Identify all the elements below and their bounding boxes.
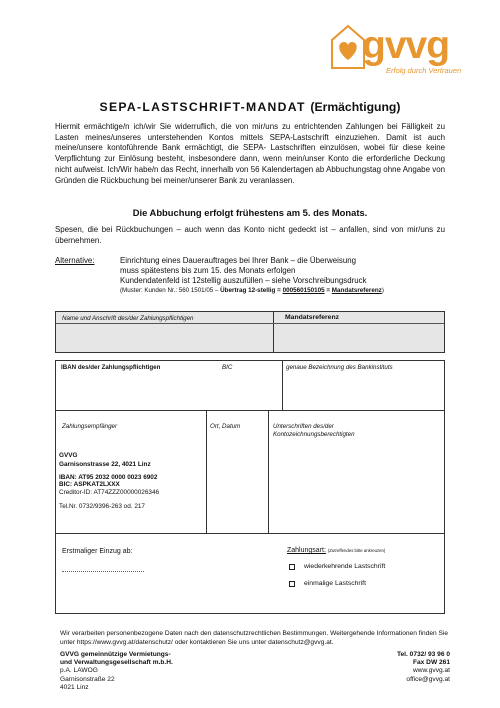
company-address xyxy=(60,651,173,692)
document-title-main: SEPA-LASTSCHRIFT-MANDAT xyxy=(99,100,306,114)
payee-phone: Tel.Nr. 0732/9396-263 od. 217 xyxy=(59,502,145,510)
document-title xyxy=(0,100,500,114)
payee-bic: BIC: ASPKAT2LXXX xyxy=(59,481,120,489)
alternative-line-1: Einrichtung eines Dauerauftrages bei Ihrer Bank – die Überweisung xyxy=(120,256,356,265)
bic-input[interactable] xyxy=(216,371,282,409)
logo-wordmark: gvvg xyxy=(362,24,450,67)
payment-type-hint: (Zutreffendes bitte ankreuzen) xyxy=(327,548,386,553)
company-line-2: und Verwaltungsgesellschaft m.b.H. xyxy=(60,659,173,667)
first-collection-input[interactable] xyxy=(62,563,144,572)
payee-street: Garnisonstrasse 22, 4021 Linz xyxy=(59,460,151,468)
row1-bottom-line xyxy=(56,410,444,411)
iban-label-text: IBAN des/der Zahlungspflichtigen xyxy=(61,364,161,371)
example-number: 000560150105 xyxy=(282,287,325,294)
first-collection-label: Erstmaliger Einzug ab: xyxy=(62,548,133,555)
bank-name-input[interactable] xyxy=(283,371,443,409)
signature-label xyxy=(273,423,355,438)
option-recurring[interactable] xyxy=(289,563,385,570)
fees-paragraph: Spesen, die bei Rückbuchungen – auch wenn das Konto nicht gedeckt ist – anfallen, sind von mir/uns zu übernehmen. xyxy=(55,225,445,245)
recurring-label: wiederkehrende Lastschrift xyxy=(304,563,386,570)
logo-tagline: Erfolg durch Vertrauen xyxy=(386,66,462,75)
document-title-sub: (Ermächtigung) xyxy=(310,100,401,114)
company-line-5: 4021 Linz xyxy=(60,683,89,691)
payee-name: GVVG xyxy=(59,452,78,459)
bank-name-label: genaue Bezeichnung des Bankinstituts xyxy=(286,364,393,371)
alternative-label: Alternative: xyxy=(55,256,95,265)
signature-label-line-2: Kontozeichnungsberechtigten xyxy=(273,430,355,438)
signature-label-line-1: Unterschriften des/der xyxy=(273,423,334,430)
payment-type-label xyxy=(287,547,385,554)
debit-date-heading: Die Abbuchung erfolgt frühestens am 5. des Monats. xyxy=(132,207,368,218)
option-single[interactable] xyxy=(289,580,366,587)
company-line-1: GVVG gemeinnützige Vermietungs- xyxy=(60,651,171,658)
payer-divider xyxy=(273,312,274,352)
mandate-reference-label: Mandatsreferenz xyxy=(285,314,340,321)
payer-header-line xyxy=(56,323,444,324)
alternative-line-3: Kundendatenfeld ist 12stellig auszufüllen – siehe Vorschreibungsdruck xyxy=(120,276,367,285)
alternative-text xyxy=(120,256,450,296)
payee-label: Zahlungsempfänger xyxy=(62,423,118,430)
example-prefix: (Muster: Kunden Nr.: 560 1501/05 – xyxy=(120,287,221,294)
company-email[interactable]: office@gvvg.at xyxy=(406,675,450,683)
iban-label xyxy=(61,364,160,371)
example-suffix: ) xyxy=(381,287,384,294)
company-fax: Fax DW 261 xyxy=(412,659,450,667)
single-checkbox[interactable] xyxy=(289,581,295,587)
creditor-id: Creditor-ID: AT74ZZZ00000026346 xyxy=(59,488,160,496)
company-line-3: p.A. LAWOG xyxy=(60,667,98,675)
intro-paragraph: Hiermit ermächtige/n ich/wir Sie widerruflich, die von mir/uns zu entrichtenden Zahlungen bei Fälligkeit zu Lasten meines/unseres unterstehenden Kontos mittels SEPA-Lastschrift einzuziehen. Damit ist auch meine/unsere kontoführende Bank ermächtigt, die SEPA- Lastschriften einzulösen, wobei für diese keine Verpflichtung zur Einlösung besteht, insbesondere dann, wenn mein/unser Konto die erforderliche Deckung nicht aufweist. Ich/Wir habe/n das Recht, innerhalb von 56 Kalendertagen ab Abbuchungstag ohne Angabe von Gründen die Rückbuchung bei meiner/unserer Bank zu veranlassen. xyxy=(55,122,445,185)
row2-bottom-line xyxy=(56,533,444,534)
recurring-checkbox[interactable] xyxy=(289,564,295,570)
payee-details xyxy=(59,452,159,511)
company-line-4: Garnisonstraße 22 xyxy=(60,675,115,683)
payee-iban: IBAN: AT95 2032 0000 0023 6902 xyxy=(59,473,158,481)
place-date-label: Ort, Datum xyxy=(210,423,241,430)
place-date-input[interactable] xyxy=(207,441,268,531)
privacy-note: Wir verarbeiten personenbezogene Daten nach den datenschutzrechtlichen Bestimmungen. Weitergehende Informationen finden Sie unter https://www.gvvg.at/datenschutz/ oder kontaktieren Sie uns unter datenschutz@gvvg.at. xyxy=(60,630,449,646)
alternative-line-2: muss spätestens bis zum 15. des Monats erfolgen xyxy=(120,266,296,275)
payer-box xyxy=(55,311,445,353)
company-website[interactable]: www.gvvg.at xyxy=(412,667,450,675)
iban-input[interactable] xyxy=(56,371,216,409)
payment-type-label-text: Zahlungsart: xyxy=(287,547,326,554)
alternative-line-4 xyxy=(120,286,450,296)
company-logo xyxy=(328,20,478,82)
single-label: einmalige Lastschrift xyxy=(304,580,366,587)
example-transfer: Übertrag 12-stellig = xyxy=(220,287,283,294)
bic-label: BIC xyxy=(222,364,233,371)
payer-name-label: Name und Anschrift des/der Zahlungspflichtigen xyxy=(62,315,194,322)
company-contact xyxy=(397,651,450,684)
example-mandate-reference: Mandatsreferenz xyxy=(331,287,382,294)
company-phone: Tel. 0732/ 93 96 0 xyxy=(396,651,450,658)
signature-input[interactable] xyxy=(269,441,443,531)
example-equals: = xyxy=(324,287,332,294)
